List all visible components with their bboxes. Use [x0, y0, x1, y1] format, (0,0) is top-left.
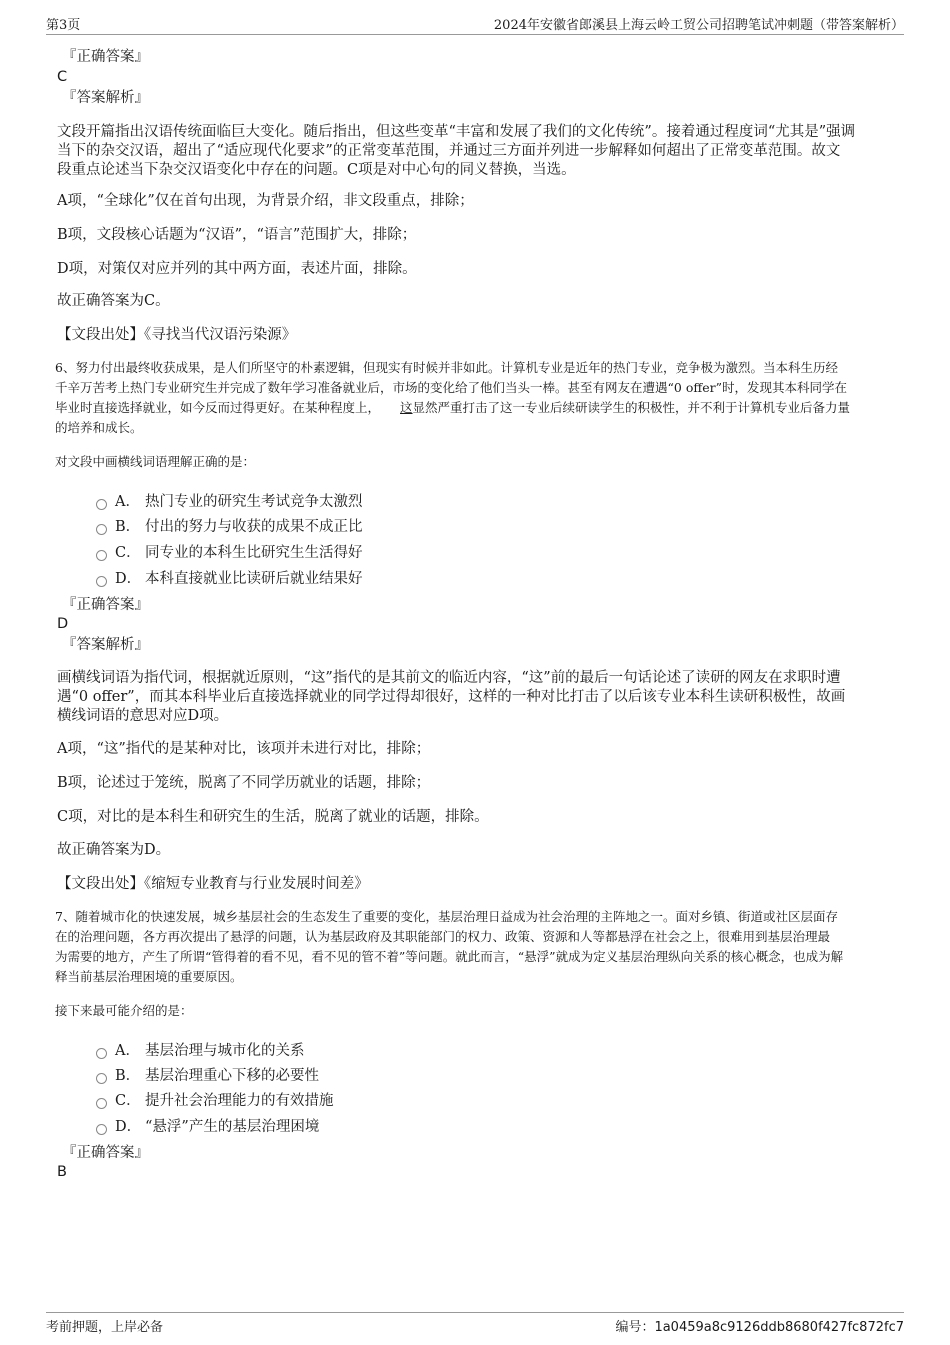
answer-value: D [57, 616, 69, 632]
conclusion: 故正确答案为D。 [57, 842, 171, 858]
option-text: 提升社会治理能力的有效措施 [145, 1093, 334, 1109]
option-letter: D． [115, 1119, 142, 1135]
radio-button[interactable] [96, 576, 107, 587]
option-c[interactable] [96, 1089, 334, 1110]
question-stem: 释当前基层治理困境的重要原因。 [55, 969, 243, 984]
analysis-line: 画横线词语为指代词，根据就近原则，“这”指代的是其前文的临近内容，“这”前的最后一句话论述了读研的网友在求职时遭 [57, 670, 841, 686]
document-title: 2024年安徽省郎溪县上海云岭工贸公司招聘笔试冲刺题（带答案解析） [493, 18, 904, 33]
option-a[interactable] [96, 1039, 305, 1060]
option-text: “悬浮”产生的基层治理困境 [145, 1119, 320, 1135]
option-c[interactable] [96, 541, 363, 562]
analysis-option-b: B项，论述过于笼统，脱离了不同学历就业的话题，排除； [57, 775, 431, 791]
document-id: 编号：1a0459a8c9126ddb8680f427fc872fc7 [615, 1320, 904, 1335]
analysis-option-b: B项，文段核心话题为“汉语”，“语言”范围扩大，排除； [57, 227, 417, 243]
answer-label: 『正确答案』 [62, 1145, 149, 1161]
answer-label: 『正确答案』 [62, 597, 149, 613]
question-stem: 7、随着城市化的快速发展，城乡基层社会的生态发生了重要的变化，基层治理日益成为社会治理的主阵地之一。面对乡镇、街道或社区层面存 [55, 909, 838, 924]
option-d[interactable] [96, 567, 363, 588]
analysis-option-c: C项，对比的是本科生和研究生的生活，脱离了就业的话题，排除。 [57, 809, 489, 825]
radio-button[interactable] [96, 1048, 107, 1059]
radio-button[interactable] [96, 550, 107, 561]
footer-slogan: 考前押题，上岸必备 [46, 1320, 164, 1335]
question-stem: 的培养和成长。 [55, 420, 143, 435]
analysis-label: 『答案解析』 [62, 90, 149, 106]
page-footer [46, 1312, 904, 1335]
page-number: 第3页 [46, 18, 81, 33]
source: 【文段出处】《缩短专业教育与行业发展时间差》 [57, 876, 369, 892]
option-text: 同专业的本科生比研究生生活得好 [145, 545, 363, 561]
question-stem: 在的治理问题，各方再次提出了悬浮的问题，认为基层政府及其职能部门的权力、政策、资源和人等都悬浮在社会之上，很难用到基层治理最 [55, 929, 831, 944]
underlined-word: 这 [400, 400, 413, 415]
question-stem: 6、努力付出最终收获成果，是人们所坚守的朴素逻辑，但现实有时候并非如此。计算机专业是近年的热门专业，竞争极为激烈。当本科生历经 [55, 360, 838, 375]
analysis-line: 段重点论述当下杂交汉语变化中存在的问题。C项是对中心句的同义替换，当选。 [57, 162, 576, 178]
analysis-line: 横线词语的意思对应D项。 [57, 708, 229, 724]
option-letter: C． [115, 1093, 141, 1109]
option-letter: A． [115, 1043, 140, 1059]
radio-button[interactable] [96, 1124, 107, 1135]
page-header [46, 14, 904, 35]
answer-value: B [57, 1164, 67, 1180]
stem-text: 毕业时直接选择就业，如今反而过得更好。在某种程度上， [55, 400, 381, 415]
question-stem [55, 398, 850, 418]
question-prompt: 接下来最可能介绍的是： [55, 1003, 193, 1018]
answer-value: C [57, 69, 68, 85]
analysis-line: 遇“0 offer”，而其本科毕业后直接选择就业的同学过得却很好，这样的一种对比打击了以后该专业本科生读研积极性，故画 [57, 689, 846, 705]
radio-button[interactable] [96, 1073, 107, 1084]
analysis-line: 文段开篇指出汉语传统面临巨大变化。随后指出，但这些变革“丰富和发展了我们的文化传统”。接着通过程度词“尤其是”强调 [57, 124, 856, 140]
option-text: 基层治理重心下移的必要性 [145, 1068, 319, 1084]
answer-label: 『正确答案』 [62, 49, 149, 65]
question-stem: 千辛万苦考上热门专业研究生并完成了数年学习准备就业后，市场的变化给了他们当头一棒。甚至有网友在遭遇“0 offer”时，发现其本科同学在 [55, 380, 847, 395]
analysis-option-d: D项，对策仅对应并列的其中两方面，表述片面，排除。 [57, 261, 417, 277]
question-stem: 为需要的地方，产生了所谓“管得着的看不见，看不见的管不着”等问题。就此而言，“悬浮”就成为定义基层治理纵向关系的核心概念，也成为解 [55, 949, 844, 964]
option-a[interactable] [96, 490, 363, 511]
source: 【文段出处】《寻找当代汉语污染源》 [57, 327, 297, 343]
option-text: 热门专业的研究生考试竞争太激烈 [145, 494, 363, 510]
option-letter: B． [115, 1068, 141, 1084]
option-letter: A． [115, 494, 140, 510]
question-prompt: 对文段中画横线词语理解正确的是： [55, 454, 256, 469]
option-text: 基层治理与城市化的关系 [145, 1043, 305, 1059]
option-letter: B． [115, 519, 141, 535]
option-letter: D． [115, 571, 142, 587]
radio-button[interactable] [96, 499, 107, 510]
analysis-option-a: A项，“全球化”仅在首句出现，为背景介绍，非文段重点，排除； [57, 193, 474, 209]
option-text: 本科直接就业比读研后就业结果好 [145, 571, 363, 587]
option-letter: C． [115, 545, 141, 561]
conclusion: 故正确答案为C。 [57, 293, 170, 309]
option-b[interactable] [96, 1064, 319, 1085]
option-b[interactable] [96, 515, 363, 536]
analysis-option-a: A项，“这”指代的是某种对比，该项并未进行对比，排除； [57, 741, 431, 757]
analysis-line: 当下的杂交汉语，超出了“适应现代化要求”的正常变革范围，并通过三方面并列进一步解释如何超出了正常变革范围。故文 [57, 143, 841, 159]
radio-button[interactable] [96, 1098, 107, 1109]
stem-text: 显然严重打击了这一专业后续研读学生的积极性，并不利于计算机专业后备力量 [412, 400, 851, 415]
option-d[interactable] [96, 1115, 319, 1136]
analysis-label: 『答案解析』 [62, 637, 149, 653]
radio-button[interactable] [96, 524, 107, 535]
option-text: 付出的努力与收获的成果不成正比 [145, 519, 363, 535]
